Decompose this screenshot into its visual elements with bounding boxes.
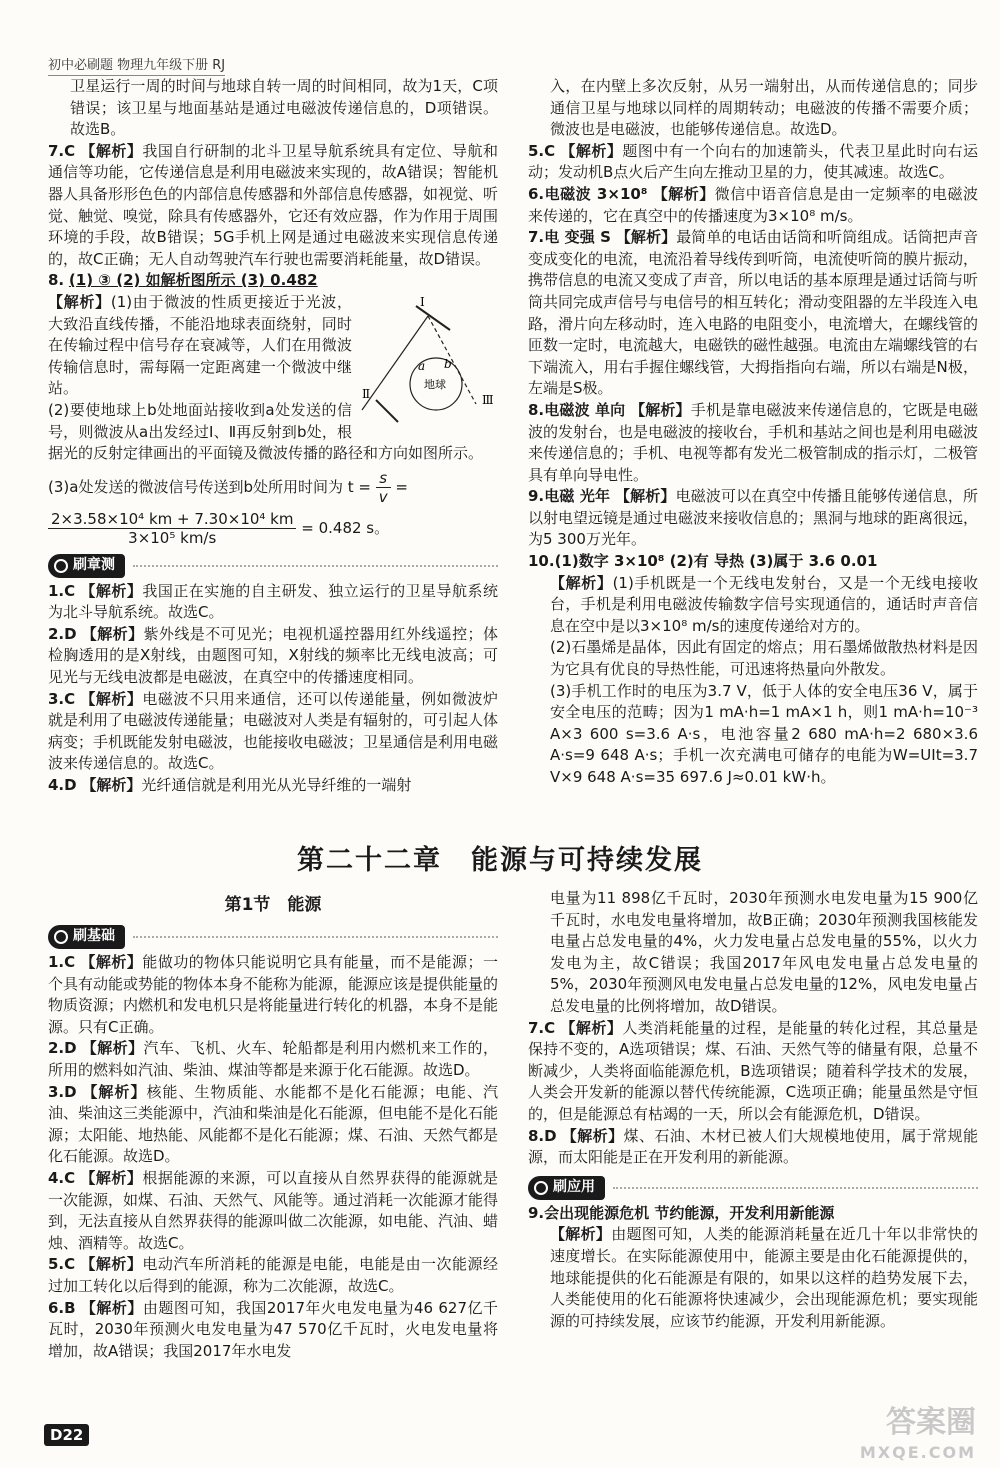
answer-item-8 — [528, 400, 978, 486]
item-answer: 电磁波 3×10⁸ — [544, 184, 648, 203]
analysis-part-3: (3)a处发送的微波信号传送到b处所用时间为 t = — [48, 477, 371, 496]
analysis-label: 【解析】 — [80, 1255, 143, 1274]
item-answer: 会出现能源危机 节约能源，开发利用新能源 — [544, 1203, 835, 1222]
analysis-label: 【解析】 — [48, 292, 111, 311]
item-text: 由题图可知，人类的能源消耗量在近几十年以非常快的速度增长。在实际能源使用中，能源主要是由化石能源提供的，地球能提供的化石能源是有限的，如果以这样的趋势发展下去，人类能使用的化石能源将快速减少，会出现能源危机；要实现能源的可持续发展，应该节约能源，开发利用新能源。 — [550, 1225, 978, 1330]
tag-label: 刷应用 — [553, 1178, 595, 1195]
item-number: 8.D — [528, 1126, 557, 1145]
answer-item-6 — [48, 1298, 498, 1363]
answer-item-6 — [528, 184, 978, 227]
item-text: 人类消耗能量的过程，是能量的转化过程，其总量是保持不变的，A选项错误；煤、石油、天然气等的储量有限，总量不断减少，人类将面临能源危机，B选项错误；随着科学技术的发展，人类会开发新的能源以替代传统能源，C选项正确；能量虽然是守恒的，但是能源总有枯竭的一天，所以会有能源危机，D错误。 — [528, 1018, 978, 1123]
item-number: 1.C — [48, 581, 76, 600]
continued-text: 电量为11 898亿千瓦时，2030年预测水电发电量为15 900亿千瓦时，水电发电量将增加，故B正确；2030年预测我国核能发电量占总发电量的4%，火力发电量占总发电量的55%，以火力发电为主，故C错误；我国2017年风电发电量占总发电量的5%，2030年预测风电发电量占总发电量的12%，风电发电量占总发电量的比例将增加，故D错误。 — [550, 889, 978, 1015]
item-text: 我国自行研制的北斗卫星导航系统具有定位、导航和通信等功能，它传递信息是利用电磁波来实现的，故A错误；智能机器人具备形形色色的内部信息传感器和外部信息传感器，如视觉、听觉、触觉、嗅觉，除具有传感器外，它还有效应器，作为作用于周围环境的手段，故B错误；5G手机上网是通过电磁波来实现信息传递的，故C正确；无人自动驾驶汽车行驶也需要消耗能量，故D错误。 — [48, 141, 499, 268]
dotted-divider — [613, 1187, 978, 1189]
item-number: 9. — [528, 1203, 545, 1222]
answer-item-9 — [528, 1203, 978, 1225]
analysis-label: 【解析】 — [560, 141, 623, 160]
analysis-label: 【解析】 — [81, 1039, 144, 1058]
section-tag-chapter-test — [48, 553, 498, 579]
item-answer: 电 变强 S — [544, 228, 611, 247]
analysis-part-1: (1)由于微波的性质更接近于光波，大致沿直线传播，不能沿地球表面绕射，同时在传输过程中信号存在衰减等，人们在用微波传输信息时，需每隔一定距离建一个微波中继站。 — [48, 292, 352, 398]
item-text: 我国正在实施的自主研发、独立运行的卫星导航系统为北斗导航系统。故选C。 — [48, 581, 498, 622]
answer-item-3 — [48, 1082, 498, 1168]
dotted-divider — [133, 936, 498, 938]
answer-item-7 — [48, 141, 498, 271]
answer-item-10-part-2: (2)石墨烯是晶体，因此有固定的熔点；用石墨烯做散热材料是因为它具有优良的导热性能，可迅速将热量向外散发。 — [550, 638, 978, 679]
item-number: 2.D — [48, 1039, 77, 1058]
item-number: 3.D — [48, 1082, 77, 1101]
answer-item-9 — [528, 486, 978, 551]
item-text: 电磁波不只用来通信，还可以传递能量，例如微波炉就是利用了电磁波传递能量；电磁波对人类是有辐射的，可引起人体病变；手机既能发射电磁波，也能接收电磁波；卫星通信是利用电磁波来传递信息的。故选C。 — [48, 689, 499, 773]
item-number: 6.B — [48, 1298, 76, 1317]
answer-item-8 — [528, 1126, 978, 1169]
analysis-label: 【解析】 — [560, 1018, 623, 1037]
item-number: 4.D — [48, 776, 77, 795]
item-8-analysis — [48, 292, 498, 547]
answer-item-10 — [528, 551, 978, 573]
formula-equals: = — [395, 477, 408, 496]
answer-item-10-part-3: (3)手机工作时的电压为3.7 V，低于人体的安全电压36 V，属于安全电压的范畴；因为1 mA·h=1 mA×1 h，则1 mA·h=10⁻³ A×3 600 s=3.6 A·s，电池容量2 680 mA·h=2 680×3.6 A·s=9 648 A·s；手机一次充满电可储存的电能为W=UIt=3.7 V×9 648 A·s=35 697.6 J≈0.01 kW·h。 — [550, 681, 978, 786]
tag-label: 刷章测 — [73, 556, 115, 573]
item-text: 核能、生物质能、水能都不是化石能源；电能、汽油、柴油这三类能源中，汽油和柴油是化石能源，但电能不是化石能源；太阳能、地热能、风能都不是化石能源；煤、石油、天然气都是化石能源。故选D。 — [48, 1082, 499, 1166]
item-number: 1.C — [48, 953, 76, 971]
item-text: 能做功的物体只能说明它具有能量，而不是能源；一个具有动能或势能的物体本身不能称为能源，能源应该是提供能量的物质资源；内燃机和发电机只是将能量进行转化的机器，本身不是能源。只有C正确。 — [48, 953, 499, 1036]
item-text: 最简单的电话由话筒和听筒组成。话筒把声音变成变化的电流，电流沿着导线传到听筒，电流使听筒的膜片振动，携带信息的电流又变成了声音，所以电话的基本原理是通过话筒与听筒共同完成声信号与电信号的相互转化；滑动变阻器的左半段连入电路，滑片向左移动时，连入电路的电阻变小，电流增大，在螺线管的匝数一定时，电流越大，电磁铁的磁性越强。电流由左端螺线管的右下端流入，用右手握住螺线管，大拇指指向右端，所以右端是N极，左端是S极。 — [528, 228, 979, 398]
formula-denominator: v — [378, 487, 388, 506]
analysis-part-2: (2)要使地球上b处地面站接收到a处发送的信号，则微波从a出发经过Ⅰ、Ⅱ再反射到b处，根据光的反射定律画出的平面镜及微波传播的路径和方向如图所示。 — [48, 400, 484, 463]
item-text: 汽车、飞机、火车、轮船都是利用内燃机来工作的，所用的燃料如汽油、柴油、煤油等都是来源于化石能源。故选D。 — [48, 1039, 498, 1079]
item-text: 紫外线是不可见光；电视机遥控器用红外线遥控；体检胸透用的是X射线，由题图可知，X射线的频率比无线电波高；可见光与无线电波都是电磁波，在真空中的传播速度相同。 — [48, 624, 498, 687]
item-number: 7.C — [528, 1018, 556, 1037]
item-answer: 电磁 光年 — [544, 487, 611, 506]
right-column-top — [528, 76, 978, 789]
analysis-label: 【解析】 — [80, 141, 143, 160]
item-text: 微信中语音信息是由一定频率的电磁波来传递的，它在真空中的传播速度为3×10⁸ m/s。 — [528, 184, 978, 225]
answer-item-9-analysis — [528, 1224, 978, 1332]
analysis-label: 【解析】 — [80, 1298, 143, 1317]
tag-label: 刷基础 — [73, 928, 115, 945]
answer-item-3 — [48, 689, 498, 775]
item-number: 4.C — [48, 1168, 76, 1187]
item-number: 5.C — [48, 1255, 76, 1274]
item-number: 7. — [528, 228, 545, 247]
answer-item-1 — [48, 952, 498, 1038]
answer-item-1 — [48, 581, 498, 624]
right-column-bottom — [528, 888, 978, 1332]
answer-item-4 — [48, 1168, 498, 1254]
item-text: 煤、石油、木材已被人们大规模地使用，属于常规能源，而太阳能是正在开发利用的新能源。 — [528, 1126, 978, 1167]
answer-item-7 — [528, 1018, 978, 1126]
formula-numerator: s — [376, 469, 391, 488]
mirror-one-label: Ⅰ — [420, 294, 425, 309]
chapter-title: 第二十二章 能源与可持续发展 — [297, 845, 703, 876]
analysis-label: 【解析】 — [82, 1082, 147, 1101]
analysis-label: 【解析】 — [80, 581, 143, 600]
calc-numerator: 2×3.58×10⁴ km + 7.30×10⁴ km — [48, 510, 296, 529]
continued-text: 卫星运行一周的时间与地球自转一周的时间相同，故为1天，C项错误；该卫星与地面基站是通过电磁波传递信息的，D项错误。故选B。 — [70, 77, 498, 139]
formula-s-over-v — [376, 469, 391, 506]
earth-label: 地球 — [424, 377, 446, 391]
item-text: 根据能源的来源，可以直接从自然界获得的能源就是一次能源，如煤、石油、天然气、风能等。通过消耗一次能源才能得到，无法直接从自然界获得的能源叫做二次能源，如电能、汽油、蜡烛、酒精等。故选C。 — [48, 1168, 499, 1252]
item-text: 电动汽车所消耗的能源是电能，电能是由一次能源经过加工转化以后得到的能源，称为二次能源，故选C。 — [48, 1255, 498, 1295]
item-text: 题图中有一个向右的加速箭头，代表卫星此时向右运动；发动机B点火后产生向左推动卫星的力，使其减速。故选C。 — [528, 141, 978, 182]
microwave-relay-figure — [358, 292, 498, 432]
mirror-three-label: Ⅲ — [482, 392, 494, 407]
mirror-two-label: Ⅱ — [362, 386, 371, 401]
analysis-label: 【解析】 — [561, 1126, 624, 1145]
item-answer: 电磁波 单向 — [544, 400, 626, 419]
watermark-sub: MXQE.COM — [859, 1443, 976, 1462]
analysis-label: 【解析】 — [615, 487, 676, 506]
analysis-label: 【解析】 — [550, 573, 613, 592]
item-text: 电磁波可以在真空中传播且能够传递信息，所以射电望远镜是通过电磁波来接收信息的；黑洞与地球的距离很远，为5 300万光年。 — [528, 487, 979, 549]
watermark-logo — [859, 1405, 976, 1468]
analysis-label: 【解析】 — [80, 689, 143, 708]
item-number: 7.C — [48, 141, 76, 160]
dotted-divider — [133, 565, 498, 567]
section-tag-application — [528, 1175, 978, 1201]
answer-item-7 — [528, 227, 978, 400]
analysis-label: 【解析】 — [652, 184, 715, 203]
analysis-label: 【解析】 — [630, 400, 691, 419]
analysis-label: 【解析】 — [550, 1225, 612, 1244]
analysis-label: 【解析】 — [615, 228, 677, 247]
item-number: 9. — [528, 487, 545, 506]
answer-item-4 — [48, 775, 498, 797]
item-number: 8. — [48, 271, 65, 290]
section-title: 第1节 能源 — [224, 895, 322, 915]
analysis-label: 【解析】 — [81, 776, 142, 795]
point-a-label: a — [418, 358, 426, 373]
item-number: 5.C — [528, 141, 556, 160]
section-tag-basics — [48, 924, 498, 950]
analysis-part-1: (1)手机既是一个无线电发射台，又是一个无线电接收台，手机是利用电磁波传输数字信号实现通信的，通话时声音信息在空中是以3×10⁸ m/s的速度传递给对方的。 — [550, 573, 978, 635]
watermark-main: 答案圈 — [886, 1405, 976, 1440]
left-column-bottom — [48, 918, 498, 1362]
item-number: 3.C — [48, 689, 76, 708]
answer-item-10-part-1 — [528, 573, 978, 638]
calc-result: = 0.482 s。 — [301, 518, 390, 537]
calc-fraction — [48, 510, 296, 547]
brush-icon — [54, 930, 68, 944]
item-text: 由题图可知，我国2017年火电发电量为46 627亿千瓦时，2030年预测火电发电量为47 570亿千瓦时，火电发电量将增加，故A错误；我国2017年水电发 — [48, 1298, 498, 1360]
page-number: D22 — [44, 1424, 89, 1446]
item-text: 光纤通信就是利用光从光导纤维的一端射 — [141, 776, 412, 795]
item-number: 6. — [528, 184, 545, 203]
left-column-top — [48, 76, 498, 797]
brush-icon — [54, 559, 68, 573]
item-text: 手机是靠电磁波来传递信息的，它既是电磁波的发射台，也是电磁波的接收台，手机和基站之间也是利用电磁波来传递信息的；手机、电视等都有发光二极管制成的指示灯，二极管具有单向导电性。 — [528, 400, 979, 484]
item-answer: (1)数字 3×10⁸ (2)有 导热 (3)属于 3.6 0.01 — [554, 552, 878, 571]
analysis-label: 【解析】 — [81, 624, 144, 643]
item-number: 2.D — [48, 624, 77, 643]
item-number: 10. — [528, 552, 555, 571]
answer-item-5 — [528, 141, 978, 184]
analysis-label: 【解析】 — [80, 953, 143, 971]
calc-denominator: 3×10⁵ km/s — [128, 528, 217, 547]
continued-text: 入，在内壁上多次反射，从另一端射出，从而传递信息的；同步通信卫星与地球以同样的周期转动；电磁波的传播不需要介质；微波也是电磁波，也能够传递信息。故选D。 — [550, 77, 978, 139]
running-header: 初中必刷题 物理九年级下册 RJ — [48, 54, 225, 76]
brush-icon — [534, 1181, 548, 1195]
answer-item-2 — [48, 1038, 498, 1081]
answer-item-5 — [48, 1254, 498, 1297]
answer-item-8 — [48, 270, 498, 292]
item-number: 8. — [528, 400, 545, 419]
item-answer: (1) ③ (2) 如解析图所示 (3) 0.482 — [68, 271, 318, 290]
analysis-label: 【解析】 — [80, 1168, 143, 1187]
point-b-label: b — [444, 356, 452, 371]
answer-item-2 — [48, 624, 498, 689]
